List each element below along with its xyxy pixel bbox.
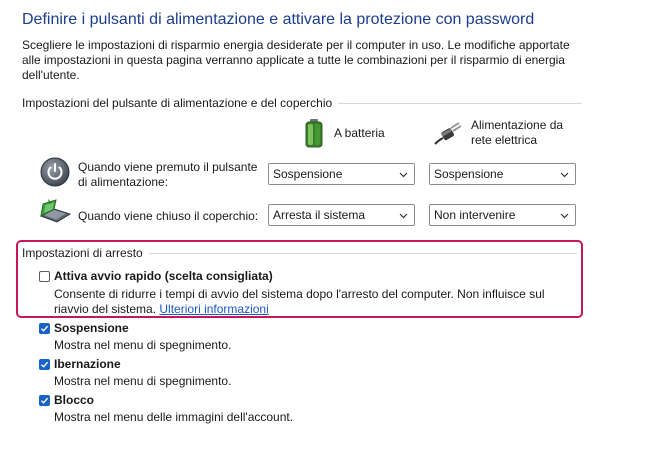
power-button-action-label: Quando viene premuto il pulsante di alimentazione: xyxy=(78,160,258,189)
power-button-icon xyxy=(40,157,70,187)
lid-close-plugged-select[interactable] xyxy=(429,204,576,226)
chevron-down-icon xyxy=(560,170,569,179)
chevron-down-icon xyxy=(399,211,408,220)
column-header-battery xyxy=(302,118,385,148)
lock-checkbox[interactable] xyxy=(39,395,50,406)
select-value: Sospensione xyxy=(434,167,504,181)
page-description: Scegliere le impostazioni di risparmio energia desiderate per il computer in uso. Le modifiche apportate alle impostazioni in questa pagina verranno applicate a tutte le combinazioni per il risparmio di energia dell'utente. xyxy=(22,38,570,82)
fast-startup-label[interactable]: Attiva avvio rapido (scelta consigliata) xyxy=(54,269,273,283)
lid-close-action-label: Quando viene chiuso il coperchio: xyxy=(78,209,259,223)
power-buttons-group-header xyxy=(22,95,582,111)
chevron-down-icon xyxy=(560,211,569,220)
lock-label[interactable]: Blocco xyxy=(54,393,95,407)
power-button-plugged-select[interactable] xyxy=(429,163,576,185)
chevron-down-icon xyxy=(399,170,408,179)
checkmark-icon xyxy=(40,396,49,405)
column-header-plugged xyxy=(433,118,571,148)
group-divider xyxy=(149,253,577,254)
lid-close-battery-select[interactable] xyxy=(268,204,415,226)
checkmark-icon xyxy=(40,324,49,333)
more-info-link[interactable]: Ulteriori informazioni xyxy=(159,302,269,316)
group-divider xyxy=(338,103,582,104)
select-value: Non intervenire xyxy=(434,208,516,222)
sleep-label[interactable]: Sospensione xyxy=(54,321,129,335)
shutdown-group-header xyxy=(22,245,577,261)
fast-startup-description-text: Consente di ridurre i tempi di avvio del sistema dopo l'arresto del computer. Non influisce sul riavvio del sistema. xyxy=(54,287,545,316)
sleep-checkbox[interactable] xyxy=(39,323,50,334)
select-value: Sospensione xyxy=(273,167,343,181)
lock-description: Mostra nel menu delle immagini dell'account. xyxy=(54,410,294,424)
fast-startup-description xyxy=(54,287,574,317)
column-battery-label: A batteria xyxy=(334,125,385,140)
power-button-battery-select[interactable] xyxy=(268,163,415,185)
shutdown-group-title: Impostazioni di arresto xyxy=(22,246,143,260)
battery-icon xyxy=(302,118,326,148)
hibernate-description: Mostra nel menu di spegnimento. xyxy=(54,374,232,388)
sleep-description: Mostra nel menu di spegnimento. xyxy=(54,338,232,352)
checkmark-icon xyxy=(40,360,49,369)
hibernate-checkbox[interactable] xyxy=(39,359,50,370)
power-plug-icon xyxy=(433,118,463,148)
column-plugged-label: Alimentazione da rete elettrica xyxy=(471,118,564,147)
page-title: Definire i pulsanti di alimentazione e attivare la protezione con password xyxy=(22,11,535,28)
select-value: Arresta il sistema xyxy=(273,208,366,222)
fast-startup-checkbox[interactable] xyxy=(39,271,50,282)
laptop-lid-icon xyxy=(38,198,72,226)
hibernate-label[interactable]: Ibernazione xyxy=(54,357,121,371)
power-buttons-group-title: Impostazioni del pulsante di alimentazione e del coperchio xyxy=(22,96,333,110)
